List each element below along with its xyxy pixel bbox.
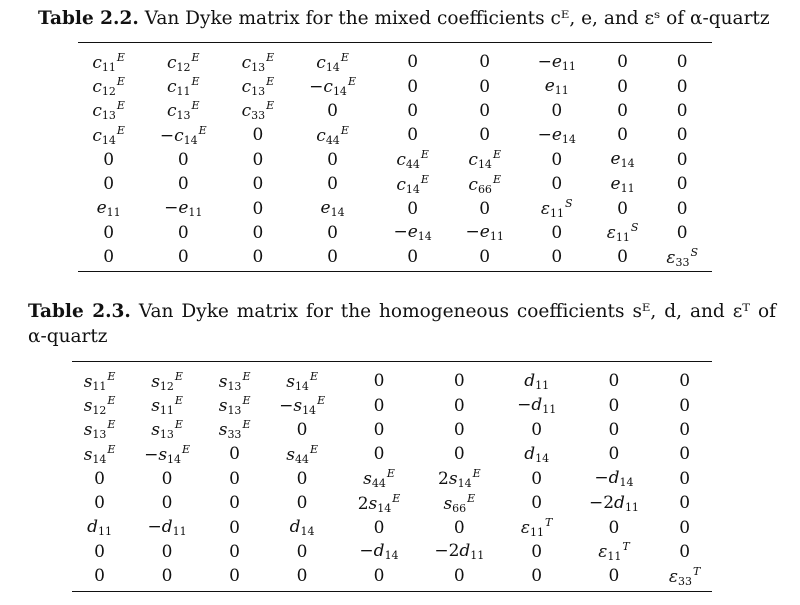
matrix-cell: $\varepsilon_{11}^S$ — [606, 221, 639, 245]
matrix-cell: 0 — [453, 566, 465, 587]
table-2-2-caption-text: Van Dyke matrix for the mixed coefficients cᴱ, e, and εˢ of α-quartz — [144, 8, 770, 29]
matrix-row — [78, 172, 712, 196]
matrix-cell: 0 — [551, 149, 563, 170]
matrix-cell: 0 — [327, 100, 338, 121]
matrix-cell: 0 — [679, 395, 691, 416]
matrix-cell: $c_{66}^E$ — [468, 172, 501, 196]
matrix-cell: 0 — [608, 444, 620, 465]
matrix-cell: $e_{14}$ — [320, 198, 345, 220]
matrix-cell: 0 — [531, 566, 543, 587]
matrix-cell: 0 — [551, 100, 563, 121]
matrix-row — [72, 393, 712, 417]
matrix-cell: $s_{12}^E$ — [83, 394, 116, 418]
matrix-cell: 0 — [103, 222, 115, 243]
matrix-cell: $c_{13}^E$ — [241, 50, 275, 74]
matrix-cell: $d_{11}$ — [524, 370, 550, 392]
matrix-cell: $s_{12}^E$ — [151, 369, 183, 393]
matrix-cell: 0 — [608, 395, 620, 416]
matrix-cell: 0 — [229, 566, 240, 587]
matrix-cell: 0 — [617, 100, 628, 121]
matrix-row — [78, 148, 712, 172]
matrix-cell: $s_{14}^E$ — [83, 442, 116, 466]
matrix-cell: $s_{44}^E$ — [286, 442, 318, 466]
matrix-cell: $-e_{11}$ — [164, 198, 203, 220]
matrix-row — [72, 418, 712, 442]
matrix-cell: 0 — [373, 566, 385, 587]
matrix-cell: 0 — [252, 125, 264, 146]
matrix-cell: $-e_{14}$ — [537, 124, 576, 146]
matrix-cell: 0 — [453, 517, 465, 538]
matrix-cell: 0 — [617, 198, 628, 219]
matrix-row — [78, 50, 712, 74]
matrix-row — [72, 515, 712, 539]
matrix-cell: 0 — [373, 444, 385, 465]
matrix-cell: 0 — [252, 247, 264, 268]
matrix-cell: $c_{44}^E$ — [396, 148, 429, 172]
matrix-cell: 0 — [479, 100, 491, 121]
matrix-cell: $\varepsilon_{33}^S$ — [666, 245, 699, 269]
matrix-cell: 0 — [453, 395, 465, 416]
matrix-cell: 0 — [177, 174, 189, 195]
table-2-3-caption — [28, 299, 776, 349]
matrix-cell: 0 — [479, 76, 491, 97]
matrix-cell: 0 — [177, 222, 189, 243]
matrix-row — [78, 221, 712, 245]
matrix-cell: $s_{11}^E$ — [83, 369, 116, 393]
matrix-cell: 0 — [407, 247, 419, 268]
matrix-cell: 0 — [296, 541, 308, 562]
matrix-cell: $s_{13}^E$ — [218, 369, 251, 393]
matrix-cell: $-2d_{11}$ — [434, 541, 485, 563]
matrix-cell: 0 — [252, 222, 264, 243]
table-2-2-label: Table 2.2. — [38, 8, 139, 29]
matrix-row — [72, 467, 712, 491]
table-2-2-bottom-rule — [78, 271, 712, 272]
matrix-cell: $-d_{14}$ — [594, 468, 634, 490]
matrix-cell: 0 — [679, 517, 691, 538]
matrix-cell: $c_{12}^E$ — [166, 50, 200, 74]
matrix-cell: $-c_{14}^E$ — [309, 75, 356, 99]
matrix-cell: 0 — [103, 149, 115, 170]
matrix-cell: 0 — [229, 517, 240, 538]
matrix-cell: $d_{14}$ — [524, 443, 550, 465]
matrix-cell: 0 — [608, 371, 620, 392]
matrix-cell: 0 — [608, 566, 620, 587]
matrix-cell: $c_{14}^E$ — [396, 172, 429, 196]
table-2-3-top-rule — [72, 361, 712, 362]
matrix-row — [72, 564, 712, 588]
matrix-cell: $-d_{11}$ — [147, 517, 187, 539]
matrix-cell: 0 — [531, 468, 543, 489]
matrix-cell: 0 — [617, 76, 628, 97]
matrix-cell: 0 — [679, 541, 691, 562]
matrix-cell: 0 — [296, 493, 308, 514]
table-2-3-caption-line1: Van Dyke matrix for the homogeneous coefficients sᴱ, d, and εᵀ of — [138, 301, 776, 322]
matrix-cell: $\varepsilon_{33}^T$ — [668, 564, 701, 588]
matrix-cell: 0 — [407, 125, 419, 146]
matrix-cell: $\varepsilon_{11}^S$ — [540, 197, 573, 221]
matrix-cell: $s_{44}^E$ — [363, 467, 395, 491]
matrix-cell: 0 — [407, 52, 419, 73]
matrix-row — [78, 196, 712, 220]
matrix-cell: 0 — [103, 174, 115, 195]
matrix-cell: 0 — [252, 174, 264, 195]
matrix-cell: 0 — [407, 198, 419, 219]
matrix-cell: 0 — [373, 517, 385, 538]
matrix-cell: $c_{13}^E$ — [166, 99, 200, 123]
matrix-cell: $\varepsilon_{11}^T$ — [598, 540, 630, 564]
matrix-cell: $2s_{14}^E$ — [357, 491, 401, 515]
van-dyke-matrix-mixed — [78, 50, 712, 270]
matrix-cell: 0 — [617, 125, 628, 146]
matrix-cell: 0 — [103, 247, 115, 268]
matrix-cell: 0 — [551, 247, 563, 268]
matrix-cell: 0 — [373, 419, 385, 440]
matrix-cell: 0 — [229, 493, 240, 514]
matrix-cell: 0 — [479, 247, 491, 268]
table-2-2-top-rule — [78, 42, 712, 43]
matrix-cell: $-s_{14}^E$ — [144, 442, 191, 466]
matrix-cell: 0 — [453, 419, 465, 440]
matrix-cell: 0 — [296, 419, 308, 440]
matrix-cell: 0 — [679, 444, 691, 465]
matrix-cell: $s_{13}^E$ — [83, 418, 116, 442]
matrix-cell: $-d_{14}$ — [359, 541, 399, 563]
matrix-cell: $s_{13}^E$ — [218, 394, 251, 418]
matrix-cell: 0 — [608, 419, 620, 440]
matrix-cell: 0 — [676, 52, 688, 73]
matrix-cell: $-e_{11}$ — [465, 222, 504, 244]
matrix-cell: $c_{11}^E$ — [92, 50, 125, 74]
matrix-cell: 0 — [676, 198, 688, 219]
matrix-cell: 0 — [327, 222, 338, 243]
matrix-cell: $-c_{14}^E$ — [159, 123, 207, 147]
matrix-row — [72, 540, 712, 564]
matrix-cell: $c_{12}^E$ — [92, 75, 125, 99]
matrix-cell: 0 — [679, 419, 691, 440]
matrix-cell: $c_{14}^E$ — [316, 50, 349, 74]
matrix-cell: 0 — [551, 222, 563, 243]
matrix-cell: 0 — [617, 247, 628, 268]
matrix-cell: $c_{14}^E$ — [468, 148, 501, 172]
matrix-cell: 0 — [453, 371, 465, 392]
matrix-cell: 0 — [531, 419, 543, 440]
van-dyke-matrix-homogeneous — [72, 369, 712, 589]
matrix-cell: $c_{44}^E$ — [316, 123, 349, 147]
matrix-cell: 0 — [676, 222, 688, 243]
matrix-row — [78, 74, 712, 98]
matrix-cell: 0 — [161, 468, 173, 489]
matrix-cell: 0 — [679, 468, 691, 489]
matrix-cell: 0 — [479, 52, 491, 73]
matrix-cell: 0 — [676, 174, 688, 195]
matrix-cell: 0 — [296, 566, 308, 587]
matrix-cell: $c_{11}^E$ — [166, 75, 200, 99]
matrix-cell: 0 — [327, 247, 338, 268]
matrix-cell: $s_{66}^E$ — [443, 491, 476, 515]
matrix-cell: $c_{33}^E$ — [241, 99, 275, 123]
matrix-row — [78, 245, 712, 269]
matrix-cell: $d_{14}$ — [289, 517, 315, 539]
matrix-cell: 0 — [373, 395, 385, 416]
matrix-cell: 0 — [453, 444, 465, 465]
matrix-cell: 0 — [676, 125, 688, 146]
matrix-cell: 0 — [94, 541, 105, 562]
matrix-cell: 0 — [296, 468, 308, 489]
matrix-cell: $c_{13}^E$ — [241, 75, 275, 99]
matrix-cell: 0 — [252, 149, 264, 170]
matrix-cell: 0 — [479, 198, 491, 219]
matrix-row — [78, 123, 712, 147]
matrix-cell: $s_{11}^E$ — [151, 394, 183, 418]
matrix-cell: 0 — [327, 149, 338, 170]
matrix-cell: $s_{33}^E$ — [218, 418, 251, 442]
matrix-cell: $-s_{14}^E$ — [279, 394, 326, 418]
matrix-cell: 0 — [252, 198, 264, 219]
matrix-row — [72, 369, 712, 393]
matrix-cell: $-e_{11}$ — [537, 51, 576, 73]
table-2-3-bottom-rule — [72, 591, 712, 592]
table-2-3-label: Table 2.3. — [28, 301, 131, 322]
matrix-cell: $c_{14}^E$ — [92, 123, 125, 147]
matrix-cell: 0 — [94, 468, 105, 489]
matrix-cell: 0 — [679, 493, 691, 514]
matrix-cell: 0 — [229, 444, 240, 465]
matrix-cell: 0 — [479, 125, 491, 146]
matrix-cell: 0 — [676, 76, 688, 97]
matrix-row — [72, 491, 712, 515]
table-2-2-caption — [38, 6, 778, 31]
matrix-cell: $e_{11}$ — [610, 173, 635, 195]
matrix-cell: 0 — [676, 100, 688, 121]
matrix-cell: 0 — [177, 149, 189, 170]
table-2-3-caption-line2: α-quartz — [28, 326, 108, 347]
matrix-cell: 0 — [531, 493, 543, 514]
matrix-cell: 0 — [407, 76, 419, 97]
matrix-cell: 0 — [327, 174, 338, 195]
matrix-cell: 0 — [177, 247, 189, 268]
matrix-cell: $e_{11}$ — [96, 198, 121, 220]
matrix-cell: 0 — [94, 493, 105, 514]
matrix-cell: 0 — [373, 371, 385, 392]
matrix-cell: 0 — [161, 566, 173, 587]
matrix-cell: 0 — [407, 100, 419, 121]
matrix-cell: 0 — [161, 541, 173, 562]
matrix-cell: $s_{13}^E$ — [151, 418, 183, 442]
matrix-cell: 0 — [679, 371, 691, 392]
matrix-cell: 0 — [617, 52, 628, 73]
matrix-cell: $\varepsilon_{11}^T$ — [520, 516, 553, 540]
matrix-cell: $-d_{11}$ — [517, 395, 557, 417]
matrix-cell: $-e_{14}$ — [393, 222, 432, 244]
matrix-cell: $s_{14}^E$ — [286, 369, 318, 393]
matrix-cell: 0 — [531, 541, 543, 562]
matrix-cell: 0 — [229, 541, 240, 562]
matrix-cell: $-2d_{11}$ — [588, 492, 639, 514]
matrix-cell: 0 — [608, 517, 620, 538]
matrix-cell: $e_{11}$ — [544, 76, 569, 98]
matrix-cell: 0 — [676, 149, 688, 170]
matrix-cell: 0 — [94, 566, 105, 587]
matrix-cell: $d_{11}$ — [87, 517, 113, 539]
matrix-cell: $e_{14}$ — [610, 149, 635, 171]
matrix-row — [78, 99, 712, 123]
matrix-cell: $c_{13}^E$ — [92, 99, 125, 123]
matrix-cell: 0 — [229, 468, 240, 489]
matrix-cell: $2s_{14}^E$ — [438, 467, 481, 491]
matrix-cell: 0 — [551, 174, 563, 195]
matrix-cell: 0 — [161, 493, 173, 514]
matrix-row — [72, 442, 712, 466]
